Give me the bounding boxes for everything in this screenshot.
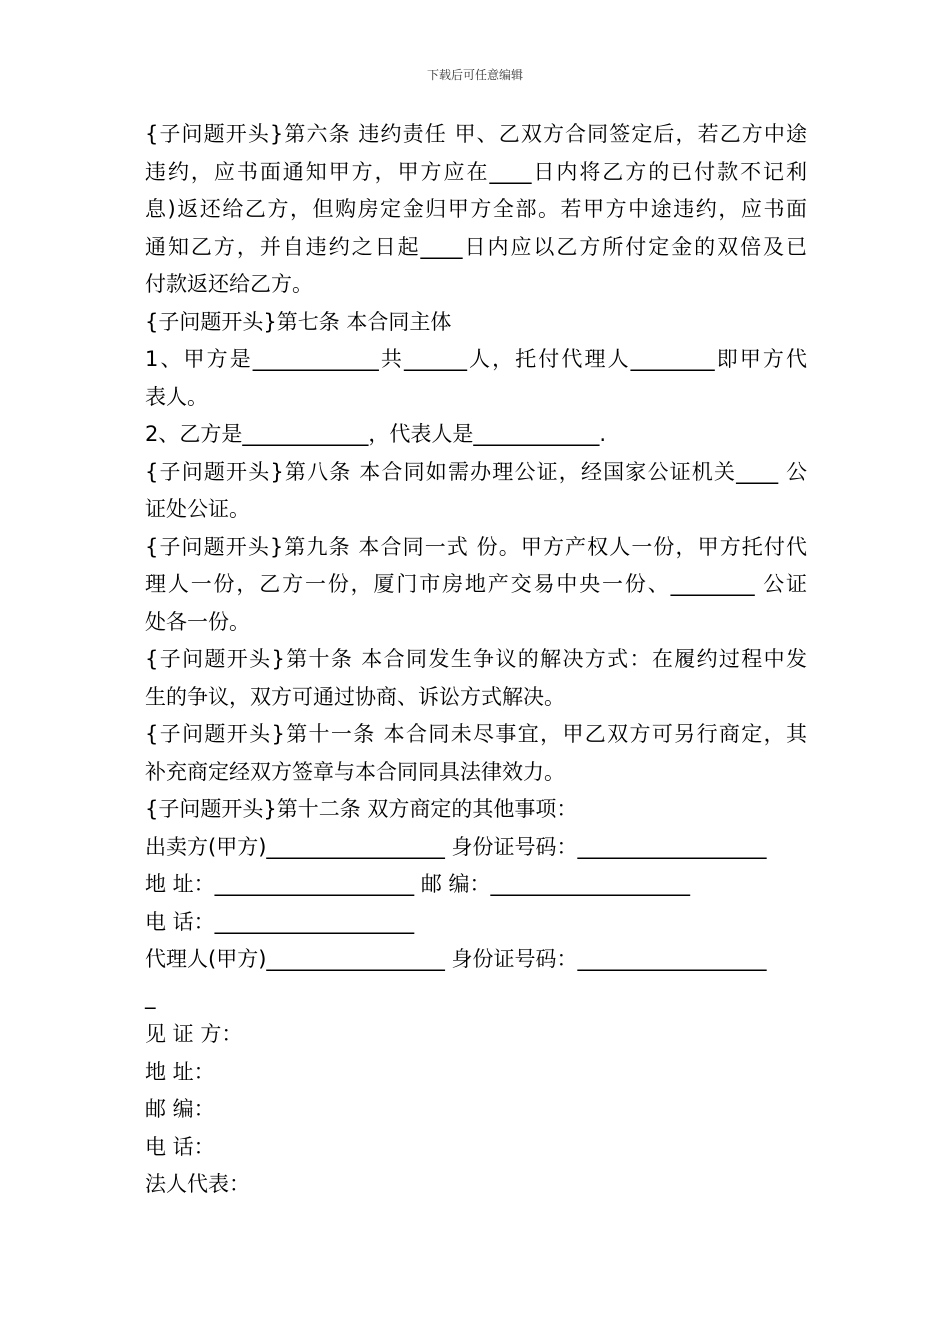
paragraph-line: 1、甲方是____________共______人，托付代理人________即甲方代 xyxy=(145,347,807,371)
paragraph-line: 2、乙方是____________，代表人是____________. xyxy=(145,422,607,446)
paragraph-line: 表人。 xyxy=(145,384,208,409)
witness-phone-label: 电 话： xyxy=(145,1134,215,1159)
paragraph-line: 通知乙方，并自违约之日起____日内应以乙方所付定金的双倍及已 xyxy=(145,234,807,259)
paragraph-line: 理人一份，乙方一份，厦门市房地产交易中央一份、________ 公证 xyxy=(145,572,807,596)
paragraph-line: 付款返还给乙方。 xyxy=(145,272,313,296)
witness-postcode-label: 邮 编： xyxy=(145,1097,215,1121)
paragraph-line: 息)返还给乙方，但购房定金归甲方全部。若甲方中途违约，应书面 xyxy=(145,197,807,221)
phone-field-line: 电 话：___________________ xyxy=(145,909,415,934)
witness-label: 见 证 方： xyxy=(145,1022,243,1046)
paragraph-line: {子问题开头}第十一条 本合同未尽事宜，甲乙双方可另行商定，其 xyxy=(145,722,807,746)
legal-rep-label: 法人代表： xyxy=(145,1172,250,1196)
agent-field-line: 代理人(甲方)_________________ 身份证号码：__________________ xyxy=(145,947,767,971)
paragraph-line: {子问题开头}第八条 本合同如需办理公证，经国家公证机关____ 公 xyxy=(145,459,807,484)
paragraph-line: 证处公证。 xyxy=(145,497,250,521)
underscore-overflow: _ xyxy=(145,984,156,1009)
paragraph-line: 处各一份。 xyxy=(145,609,250,634)
section-heading: {子问题开头}第十二条 双方商定的其他事项： xyxy=(145,797,578,821)
paragraph-line: {子问题开头}第九条 本合同一式 份。甲方产权人一份，甲方托付代 xyxy=(145,534,807,559)
paragraph-line: 违约，应书面通知甲方，甲方应在____日内将乙方的已付款不记利 xyxy=(145,159,807,184)
seller-field-line: 出卖方(甲方)_________________ 身份证号码：__________________ xyxy=(145,834,767,859)
paragraph-line: 生的争议，双方可通过协商、诉讼方式解决。 xyxy=(145,684,565,709)
section-heading: {子问题开头}第七条 本合同主体 xyxy=(145,309,452,334)
address-field-line: 地 址：___________________ 邮 编：___________________ xyxy=(145,872,691,896)
paragraph-line: {子问题开头}第十条 本合同发生争议的解决方式：在履约过程中发 xyxy=(145,647,807,671)
contract-body xyxy=(145,116,807,1204)
paragraph-line: {子问题开头}第六条 违约责任 甲、乙双方合同签定后，若乙方中途 xyxy=(145,122,807,146)
page-header: 下载后可任意编辑 xyxy=(426,68,523,82)
witness-address-label: 地 址： xyxy=(145,1059,215,1084)
paragraph-line: 补充商定经双方签章与本合同同具法律效力。 xyxy=(145,759,565,784)
